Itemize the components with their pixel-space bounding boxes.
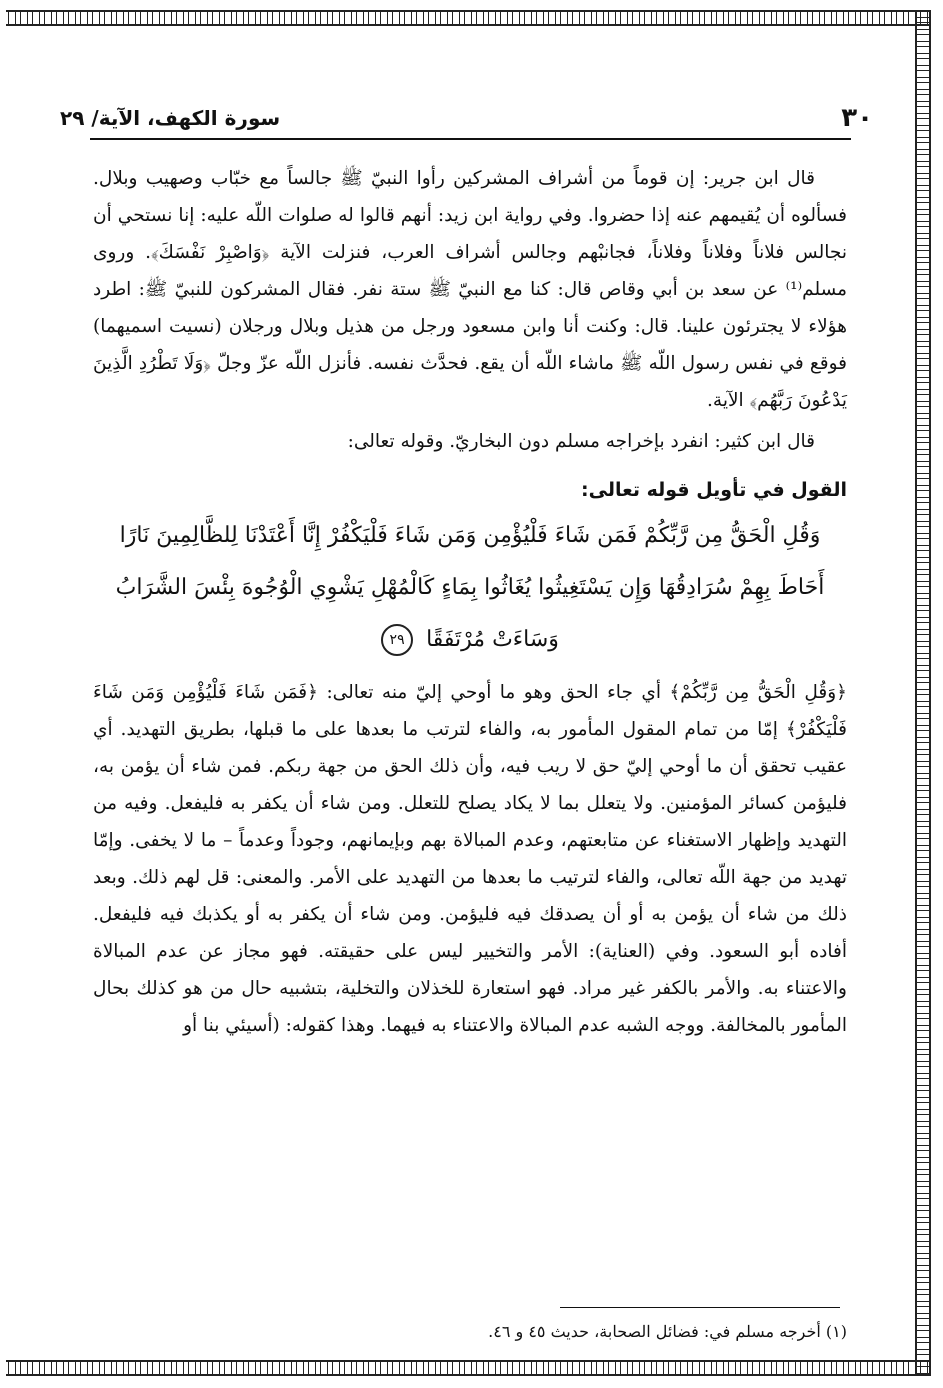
footnote-rule — [560, 1307, 840, 1308]
border-bottom — [6, 1360, 931, 1376]
paragraph-3: ﴿وَقُلِ الْحَقُّ مِن رَّبِّكُمْ﴾ أي جاء الحق وهو ما أوحي إليّ منه تعالى: ﴿فَمَن شَاءَ فَلْيُؤْمِن وَمَن شَاءَ فَلْيَكْفُرْ﴾ إمّا من تمام المقول المأمور به، والفاء لترتب ما بعدها على ما قبلها، بطريق التهديد. أي عقيب تحقق أن ما أوحي إليّ حق لا ريب فيه، وأن ذلك الحق من جهة ربكم. فمن شاء أن يؤمن به، فليؤمن كسائر المؤمنين. ولا يتعلل بما لا يكاد يصلح للتعلل. ومن شاء أن يكفر به فليفعل. وفيه من التهديد وإظهار الاستغناء عن متابعتهم، وعدم المبالاة بهم وبإيمانهم، وجوداً وعدماً – ما لا يخفى. وإمّا تهديد من جهة اللّه تعالى، والفاء لترتيب ما بعدها من التهديد على الأمر. والمعنى: قل لهم ذلك. وبعد ذلك من شاء أن يؤمن به أو أن يصدقك فيه فليؤمن. ومن شاء أن يكفر به أو يكذبك فيه فليفعل. أفاده أبو السعود. وفي (العناية): الأمر والتخيير ليس على حقيقته. فهو مجاز عن عدم المبالاة والاعتناء به. والأمر بالكفر غير مراد. فهو استعارة للخذلان والتخلية، بتشبيه حال من هو كذلك بحال المأمور بالمخالفة. ووجه الشبه عدم المبالاة والاعتناء به فيهما. وهذا كقوله: (أسيئي بنا أو — [93, 682, 848, 1036]
paragraph-1: قال ابن جرير: إن قوماً من أشراف المشركين رأوا النبيّ ﷺ جالساً مع خبّاب وصهيب وبلال. فسألوه أن يُقيمهم عنه إذا حضروا. وفي رواية ابن زيد: أنهم قالوا له صلوات اللّه عليه: إنا نستحي أن نجالس فلاناً وفلاناً وفلاناً، فجانبْهم وجالس أشراف العرب، فنزلت الآية ﴿وَاصْبِرْ نَفْسَكَ﴾. وروى مسلم⁽¹⁾ عن سعد بن أبي وقاص قال: كنا مع النبيّ ﷺ ستة نفر. فقال المشركون للنبيّ ﷺ: اطرد هؤلاء لا يجترئون علينا. قال: وكنت أنا وابن مسعود ورجل من هذيل وبلال ورجلان (نسيت اسميهما) فوقع في نفس رسول اللّه ﷺ ماشاء اللّه أن يقع. فحدَّث نفسه. فأنزل اللّه عزّ وجلّ ﴿وَلَا تَطْرُدِ الَّذِينَ يَدْعُونَ رَبَّهُم﴾ الآية. — [93, 168, 847, 411]
quran-verse — [93, 510, 847, 666]
page-number: ٣٠ — [841, 103, 873, 133]
border-top — [6, 10, 931, 26]
main-text — [93, 160, 847, 1268]
verse-number-marker: ٢٩ — [381, 624, 413, 656]
running-title: سورة الكهف، الآية/ ٢٩ — [60, 106, 281, 130]
header-rule — [90, 138, 851, 140]
page-header — [60, 98, 873, 138]
border-right — [915, 10, 931, 1376]
paragraph-2: قال ابن كثير: انفرد بإخراجه مسلم دون البخاريّ. وقوله تعالى: — [347, 431, 815, 452]
verse-text: وَقُلِ الْحَقُّ مِن رَّبِّكُمْ فَمَن شَاءَ فَلْيُؤْمِن وَمَن شَاءَ فَلْيَكْفُرْ إِنَّا أَعْتَدْنَا لِلظَّالِمِينَ نَارًا أَحَاطَ بِهِمْ سُرَادِقُهَا وَإِن يَسْتَغِيثُوا يُغَاثُوا بِمَاءٍ كَالْمُهْلِ يَشْوِي الْوُجُوهَ بِئْسَ الشَّرَابُ وَسَاءَتْ مُرْتَفَقًا — [115, 523, 825, 652]
section-heading: القول في تأويل قوله تعالى: — [581, 479, 847, 501]
footnote: (١) أخرجه مسلم في: فضائل الصحابة، حديث ٤٥ و ٤٦. — [488, 1322, 847, 1341]
